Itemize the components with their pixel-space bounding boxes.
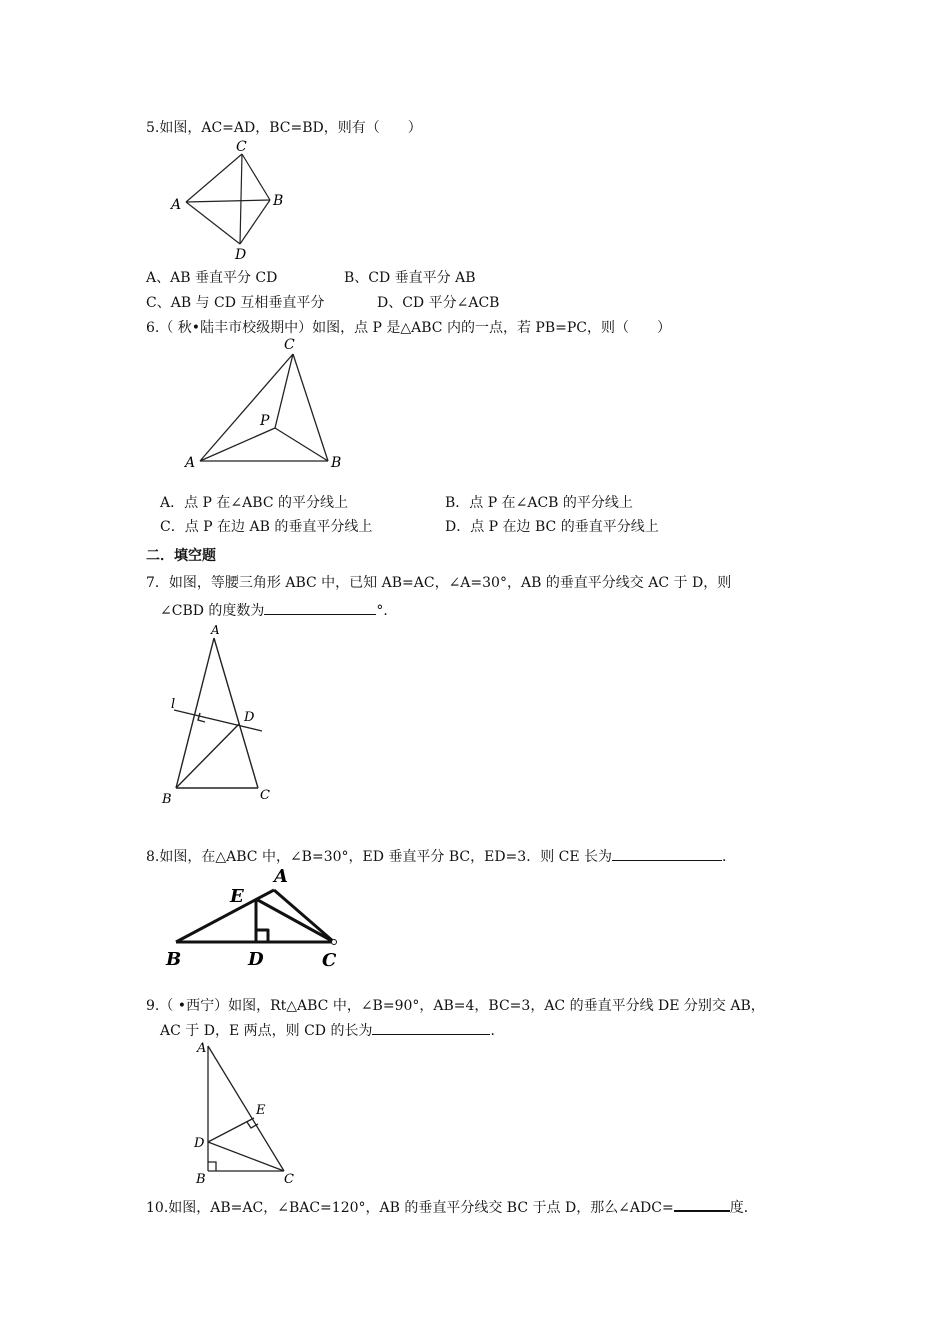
q6-seg-pb [275,428,328,461]
q6-option-d: D．点 P 在边 BC 的垂直平分线上 [445,519,659,535]
q5-option-c: C、AB 与 CD 互相垂直平分 [146,295,325,311]
q6-label-p: P [260,413,270,429]
q5-stem: 5.如图，AC=AD，BC=BD，则有（ ） [146,120,422,136]
q8-answer-blank[interactable] [612,846,722,861]
q8-label-a: A [274,866,288,887]
q7-answer-blank[interactable] [264,600,376,615]
q6-seg-ap [200,428,275,461]
q8-figure [162,862,352,974]
q7-figure [156,620,286,812]
q8-label-b: B [166,949,182,970]
q5-label-c: C [236,139,247,155]
q7-line2-end: °． [376,603,398,619]
q9-label-c: C [284,1172,294,1187]
q9-line1: 9.（ •西宁）如图，Rt△ABC 中，∠B=90°，AB=4，BC=3，AC 的垂直平分线 DE 分别交 AB， [146,998,765,1014]
q5-seg-cb [242,154,270,200]
q6-stem: 6.（ 秋•陆丰市校级期中）如图，点 P 是△ABC 内的一点，若 PB=PC，则（ ） [146,320,671,336]
q7-seg-ab [176,638,214,788]
q6-option-b: B．点 P 在∠ACB 的平分线上 [445,495,633,511]
q5-seg-da [186,202,240,244]
q5-label-a: A [171,197,182,213]
q9-line2-text: AC 于 D，E 两点，则 CD 的长为 [160,1023,373,1039]
q7-label-a: A [211,623,220,637]
q9-label-a: A [197,1041,207,1056]
q5-figure [164,138,304,264]
q7-line2 [160,600,397,621]
q9-answer-blank[interactable] [372,1020,490,1035]
q9-line2-end: ． [490,1023,505,1039]
q5-label-b: B [273,193,284,209]
q6-figure [180,330,360,475]
q9-seg-de [208,1118,254,1142]
q5-seg-ab [186,200,270,202]
q8-label-c: C [322,950,337,971]
q6-seg-ac [200,354,293,461]
q6-option-c: C．点 P 在边 AB 的垂直平分线上 [160,519,373,535]
q5-option-a: A、AB 垂直平分 CD [146,270,278,286]
q6-option-a: A．点 P 在∠ABC 的平分线上 [160,495,348,511]
q6-label-b: B [331,455,342,471]
q9-right-angle-e [247,1122,258,1128]
q7-label-b: B [162,792,172,807]
q8-seg-ac [274,890,334,942]
q9-label-b: B [196,1172,206,1187]
q8-label-d: D [248,949,264,970]
q5-seg-cd [240,154,242,244]
q7-label-l: l [171,697,176,712]
q5-seg-ac [186,154,242,202]
q7-line2-text: ∠CBD 的度数为 [160,603,265,619]
q10-stem-text: 10.如图，AB=AC，∠BAC=120°，AB 的垂直平分线交 BC 于点 D，那么∠ADC= [146,1200,674,1216]
q9-figure [188,1038,308,1188]
q8-label-e: E [230,886,244,907]
q7-line1: 7．如图，等腰三角形 ABC 中，已知 AB=AC，∠A=30°，AB 的垂直平分线交 AC 于 D，则 [146,575,732,591]
section-title: 二．填空题 [146,548,216,564]
q6-label-c: C [284,337,295,353]
q7-seg-bd [176,724,239,788]
q5-option-b: B、CD 垂直平分 AB [344,270,476,286]
q8-point-c [332,940,337,945]
q9-right-angle-b [208,1162,216,1171]
q7-label-d: D [244,710,255,725]
q5-label-d: D [235,247,247,263]
q7-label-c: C [260,788,270,803]
q9-label-d: D [194,1136,205,1151]
q8-seg-ba [176,890,274,942]
q9-seg-ac [208,1046,284,1171]
q9-label-e: E [256,1103,266,1118]
q9-seg-dc [208,1142,284,1171]
q8-stem-end: ． [722,849,737,865]
q6-seg-cb [293,354,328,461]
q8-right-angle [256,930,268,942]
q10-line [146,1196,758,1218]
q5-option-d: D、CD 平分∠ACB [377,295,500,311]
q5-seg-bd [240,200,270,244]
q10-stem-end: 度． [729,1200,758,1216]
q8-stem-text: 8.如图，在△ABC 中，∠B=30°，ED 垂直平分 BC，ED=3．则 CE 长为 [146,849,613,865]
q6-label-a: A [185,455,196,471]
q10-answer-blank[interactable] [674,1196,730,1212]
